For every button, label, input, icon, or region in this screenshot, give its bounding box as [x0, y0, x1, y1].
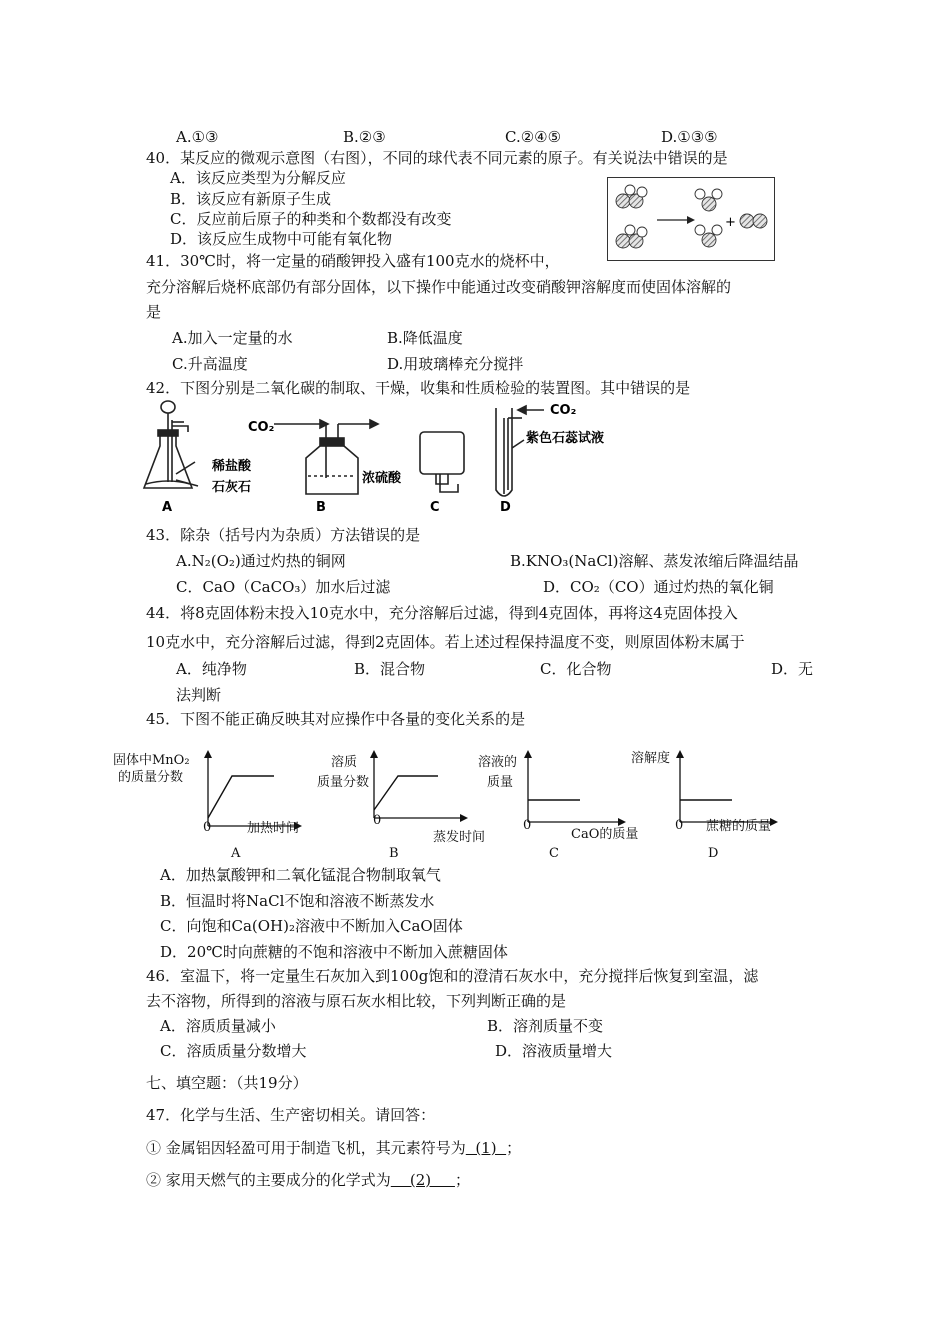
graph-a — [200, 750, 310, 830]
q44-option-a: A．纯净物 — [176, 660, 247, 678]
q41-stem-line3: 是 — [146, 303, 162, 321]
apparatus-d-tube — [496, 406, 544, 496]
q45-stem: 45．下图不能正确反映其对应操作中各量的变化关系的是 — [146, 710, 526, 728]
graph-d-origin: 0 — [675, 818, 684, 833]
q41-option-b: B.降低温度 — [387, 329, 463, 347]
apparatus-letter-b: B — [316, 500, 326, 515]
label-co2-d: CO₂ — [550, 403, 577, 418]
label-conc-sulfuric: 浓硫酸 — [362, 471, 402, 486]
q47-item-1-end: ； — [506, 1139, 522, 1157]
q46-option-b: B．溶剂质量不变 — [487, 1017, 604, 1035]
graph-b-letter: B — [389, 846, 399, 861]
graph-c-letter: C — [549, 846, 559, 861]
section-7-title: 七、填空题：（共19分） — [146, 1074, 308, 1092]
q44-option-c: C．化合物 — [540, 660, 612, 678]
graph-a-ylabel-2: 的质量分数 — [118, 770, 184, 785]
label-limestone: 石灰石 — [212, 480, 252, 495]
q40-option-c: C．反应前后原子的种类和个数都没有改变 — [170, 210, 452, 228]
q40-option-d: D．该反应生成物中可能有氧化物 — [170, 230, 393, 248]
co2-apparatus-figure — [140, 398, 620, 516]
apparatus-letter-c: C — [430, 500, 440, 515]
label-co2-b: CO₂ — [248, 420, 275, 435]
q46-option-a: A．溶质质量减小 — [160, 1017, 276, 1035]
q47-blank-2[interactable]: (2) — [390, 1171, 455, 1189]
graph-c-ylabel-2: 质量 — [487, 775, 514, 790]
q44-stem-line2: 10克水中，充分溶解后过滤，得到2克固体。若上述过程保持温度不变，则原固体粉末属于 — [146, 633, 745, 651]
graph-a-ylabel-1: 固体中MnO₂ — [113, 753, 190, 768]
graph-d-letter: D — [708, 846, 719, 861]
q44-option-d-cont: 法判断 — [176, 686, 222, 704]
graph-a-letter: A — [231, 846, 241, 861]
q41-option-d: D.用玻璃棒充分搅拌 — [387, 355, 524, 373]
q44-option-b: B．混合物 — [354, 660, 426, 678]
q42-stem: 42．下图分别是二氧化碳的制取、干燥，收集和性质检验的装置图。其中错误的是 — [146, 379, 691, 397]
plus-sign: + — [725, 215, 736, 230]
graph-b-xlabel: 蒸发时间 — [433, 830, 486, 845]
label-dilute-hcl: 稀盐酸 — [212, 459, 252, 474]
q47-item-1 — [146, 1138, 521, 1158]
q47-item-2-end: ； — [454, 1171, 470, 1189]
q40-option-a: A．该反应类型为分解反应 — [170, 169, 346, 187]
q47-item-2-text: ② 家用天燃气的主要成分的化学式为 — [146, 1171, 391, 1189]
graph-b-curve — [374, 776, 438, 810]
q45-option-d: D．20℃时向蔗糖的不饱和溶液中不断加入蔗糖固体 — [160, 943, 508, 961]
graph-c-origin: 0 — [523, 818, 532, 833]
graph-a-xlabel: 加热时间 — [247, 821, 300, 836]
graph-a-origin: 0 — [203, 820, 212, 835]
apparatus-letter-a: A — [162, 500, 173, 515]
q44-option-d: D．无 — [771, 660, 814, 678]
graph-d-xlabel: 蔗糖的质量 — [706, 819, 772, 834]
graph-b-origin: 0 — [373, 813, 382, 828]
q41-stem-line2: 充分溶解后烧杯底部仍有部分固体，以下操作中能通过改变硝酸钾溶解度而使固体溶解的 — [146, 278, 732, 296]
q39-option-a: A.①③ — [176, 128, 219, 146]
q47-item-2 — [146, 1170, 470, 1190]
q47-blank-1[interactable]: (1) — [465, 1139, 507, 1157]
q41-option-a: A.加入一定量的水 — [172, 329, 293, 347]
apparatus-letter-d: D — [500, 500, 511, 515]
q41-option-c: C.升高温度 — [172, 355, 248, 373]
graph-a-curve — [208, 776, 274, 818]
graph-c-ylabel-1: 溶液的 — [478, 755, 518, 770]
graph-b-ylabel-2: 质量分数 — [317, 775, 370, 790]
q43-option-d: D．CO₂（CO）通过灼热的氧化铜 — [543, 578, 774, 596]
q46-stem-line1: 46．室温下，将一定量生石灰加入到100g饱和的澄清石灰水中，充分搅拌后恢复到室温，滤 — [146, 967, 759, 985]
graph-b-ylabel-1: 溶质 — [331, 755, 358, 770]
q39-option-b: B.②③ — [343, 128, 386, 146]
graph-b — [366, 750, 476, 830]
q46-option-d: D．溶液质量增大 — [495, 1042, 613, 1060]
label-purple-litmus: 紫色石蕊试液 — [526, 431, 605, 446]
q39-option-d: D.①③⑤ — [661, 128, 718, 146]
q44-stem-line1: 44．将8克固体粉末投入10克水中，充分溶解后过滤，得到4克固体，再将这4克固体投入 — [146, 604, 738, 622]
graph-d-ylabel-1: 溶解度 — [631, 751, 671, 766]
q43-stem: 43．除杂（括号内为杂质）方法错误的是 — [146, 526, 421, 544]
apparatus-c-bottle — [420, 432, 464, 492]
q46-option-c: C．溶质质量分数增大 — [160, 1042, 307, 1060]
reaction-diagram — [607, 177, 775, 261]
graph-c — [520, 750, 630, 830]
q45-option-b: B．恒温时将NaCl不饱和溶液不断蒸发水 — [160, 892, 435, 910]
q39-option-c: C.②④⑤ — [505, 128, 562, 146]
q41-stem-line1: 41．30℃时，将一定量的硝酸钾投入盛有100克水的烧杯中， — [146, 252, 560, 270]
q46-stem-line2: 去不溶物，所得到的溶液与原石灰水相比较，下列判断正确的是 — [146, 992, 567, 1010]
q47-stem: 47．化学与生活、生产密切相关。请回答： — [146, 1106, 436, 1124]
graph-c-xlabel: CaO的质量 — [571, 827, 639, 842]
q47-item-1-text: ① 金属铝因轻盈可用于制造飞机，其元素符号为 — [146, 1139, 466, 1157]
apparatus-a-flask — [144, 401, 198, 488]
q45-option-a: A．加热氯酸钾和二氧化锰混合物制取氧气 — [160, 866, 441, 884]
q43-option-b: B.KNO₃(NaCl)溶解、蒸发浓缩后降温结晶 — [510, 552, 799, 570]
q43-option-c: C．CaO（CaCO₃）加水后过滤 — [176, 578, 391, 596]
q45-option-c: C．向饱和Ca(OH)₂溶液中不断加入CaO固体 — [160, 917, 463, 935]
q40-stem: 40．某反应的微观示意图（右图），不同的球代表不同元素的原子。有关说法中错误的是 — [146, 149, 728, 167]
q40-option-b: B．该反应有新原子生成 — [170, 190, 332, 208]
q43-option-a: A.N₂(O₂)通过灼热的铜网 — [176, 552, 346, 570]
